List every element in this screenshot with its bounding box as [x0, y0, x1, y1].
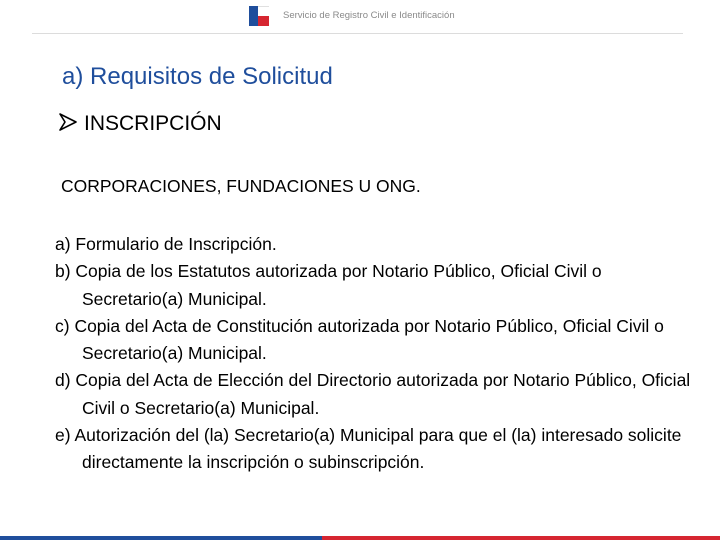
- section-heading: CORPORACIONES, FUNDACIONES U ONG.: [61, 176, 421, 196]
- header: [0, 0, 720, 32]
- subtitle-text: INSCRIPCIÓN: [84, 112, 222, 135]
- header-title: Servicio de Registro Civil e Identificación: [283, 10, 455, 21]
- arrow-bullet-icon: [58, 113, 80, 136]
- slide-title: a) Requisitos de Solicitud: [62, 63, 333, 90]
- header-divider: [32, 33, 683, 34]
- list-item: d) Copia del Acta de Elección del Directorio autorizada por Notario Público, Oficial Civil o Secretario(a) Municipal.: [55, 370, 691, 418]
- requirements-list: [55, 231, 695, 477]
- registro-civil-logo-icon: [249, 6, 269, 26]
- list-item: e) Autorización del (la) Secretario(a) Municipal para que el (la) interesado solicite directamente la inscripción o subinscripción.: [55, 425, 682, 473]
- list-item: b) Copia de los Estatutos autorizada por Notario Público, Oficial Civil o Secretario(a) Municipal.: [55, 261, 602, 309]
- list-item: c) Copia del Acta de Constitución autorizada por Notario Público, Oficial Civil o Secretario(a) Municipal.: [55, 315, 664, 364]
- footer-bar: [0, 536, 720, 540]
- subtitle: [58, 112, 222, 136]
- list-item: a) Formulario de Inscripción.: [55, 234, 277, 254]
